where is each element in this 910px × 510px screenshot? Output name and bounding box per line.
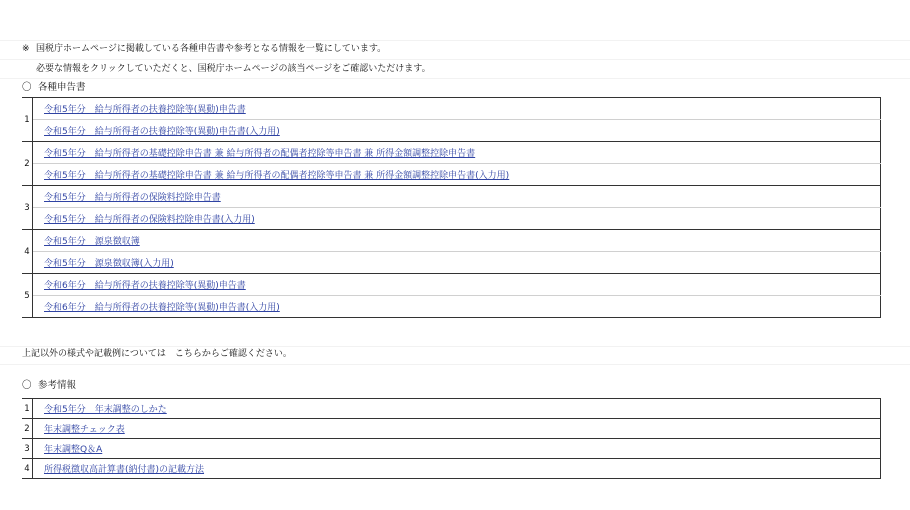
row-number: 2 <box>22 142 33 186</box>
reference-row <box>22 419 881 439</box>
reference-row <box>22 399 881 419</box>
row-number: 3 <box>22 439 33 459</box>
forms-section-heading <box>22 82 86 94</box>
form-row <box>22 186 881 208</box>
form-row <box>22 98 881 120</box>
forms-table <box>22 97 881 318</box>
form-link-input[interactable]: 令和5年分 源泉徴収簿(入力用) <box>44 259 174 269</box>
row-number: 4 <box>22 459 33 479</box>
form-link[interactable]: 令和6年分 給与所得者の扶養控除等(異動)申告書 <box>44 281 246 291</box>
form-link-input[interactable]: 令和5年分 給与所得者の保険料控除申告書(入力用) <box>44 215 255 225</box>
notice-line-1: 国税庁ホームページに掲載している各種申告書や参考となる情報を一覧にしています。 <box>36 44 387 54</box>
row-number: 1 <box>22 98 33 142</box>
section-title: 参考情報 <box>38 380 77 391</box>
form-row <box>22 252 881 274</box>
row-number: 1 <box>22 399 33 419</box>
reference-row <box>22 459 881 479</box>
form-row <box>22 296 881 318</box>
form-link-input[interactable]: 令和6年分 給与所得者の扶養控除等(異動)申告書(入力用) <box>44 303 280 313</box>
row-number: 2 <box>22 419 33 439</box>
form-link[interactable]: 令和5年分 給与所得者の基礎控除申告書 兼 給与所得者の配偶者控除等申告書 兼 所得金額調整控除申告書 <box>44 149 476 159</box>
form-link[interactable]: 令和5年分 給与所得者の保険料控除申告書 <box>44 193 221 203</box>
section-marker: 〇 <box>22 82 32 93</box>
form-link-input[interactable]: 令和5年分 給与所得者の基礎控除申告書 兼 給与所得者の配偶者控除等申告書 兼 所得金額調整控除申告書(入力用) <box>44 171 510 181</box>
form-row <box>22 164 881 186</box>
form-row <box>22 230 881 252</box>
form-link[interactable]: 令和5年分 源泉徴収簿 <box>44 237 140 247</box>
form-link-input[interactable]: 令和5年分 給与所得者の扶養控除等(異動)申告書(入力用) <box>44 127 280 137</box>
reference-link[interactable]: 年末調整チェック表 <box>44 425 125 435</box>
form-row <box>22 142 881 164</box>
reference-link[interactable]: 年末調整Q＆A <box>44 445 103 455</box>
reference-link[interactable]: 令和5年分 年末調整のしかた <box>44 405 167 415</box>
reference-row <box>22 439 881 459</box>
notice-mark: ※ <box>22 44 30 54</box>
form-row <box>22 274 881 296</box>
section-marker: 〇 <box>22 380 32 391</box>
section-title: 各種申告書 <box>38 82 86 93</box>
reference-link[interactable]: 所得税徴収高計算書(納付書)の記載方法 <box>44 465 205 475</box>
other-forms-note: 上記以外の様式や記載例については こちらからご確認ください。 <box>22 349 292 359</box>
reference-section-heading <box>22 380 76 392</box>
row-number: 4 <box>22 230 33 274</box>
notice-line-2: 必要な情報をクリックしていただくと、国税庁ホームページの該当ページをご確認いただけます。 <box>36 64 431 74</box>
reference-table <box>22 398 881 479</box>
form-link[interactable]: 令和5年分 給与所得者の扶養控除等(異動)申告書 <box>44 105 246 115</box>
form-row <box>22 208 881 230</box>
row-number: 3 <box>22 186 33 230</box>
row-number: 5 <box>22 274 33 318</box>
form-row <box>22 120 881 142</box>
